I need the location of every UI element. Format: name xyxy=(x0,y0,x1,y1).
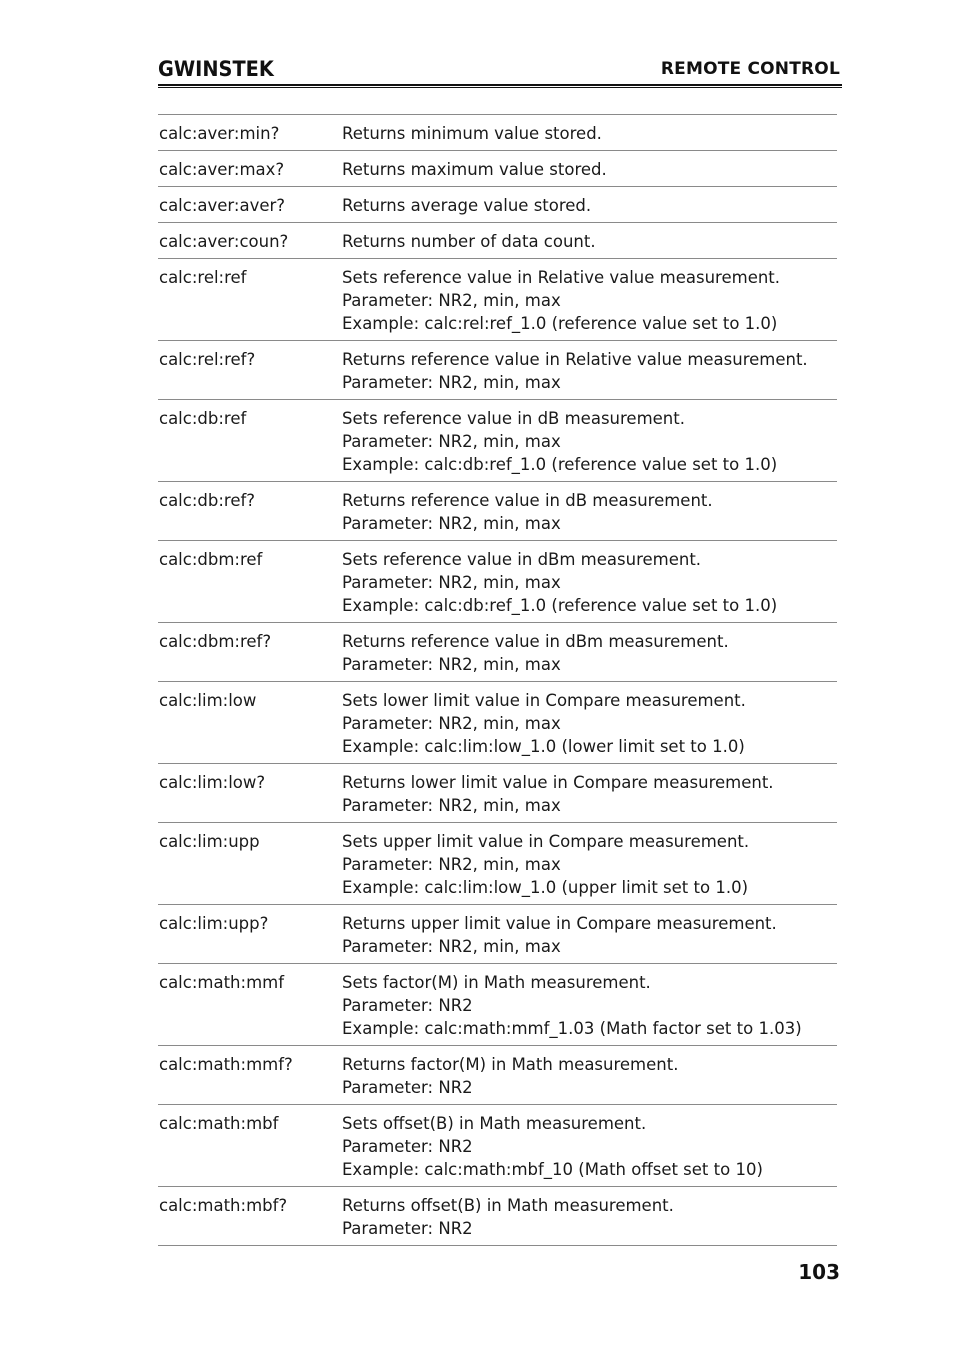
description-cell: Returns factor(M) in Math measurement. Parameter: NR2 xyxy=(342,1055,679,1097)
table-row xyxy=(158,223,837,259)
description-cell: Returns maximum value stored. xyxy=(342,160,607,179)
command-table-body xyxy=(158,115,837,1246)
command-cell: calc:rel:ref xyxy=(159,268,247,287)
table-row xyxy=(158,823,837,905)
command-cell: calc:math:mmf? xyxy=(159,1055,293,1074)
command-cell: calc:lim:upp? xyxy=(159,914,269,933)
table-row xyxy=(158,187,837,223)
description-cell: Returns upper limit value in Compare measurement. Parameter: NR2, min, max xyxy=(342,914,777,956)
table-row xyxy=(158,682,837,764)
table-row xyxy=(158,764,837,823)
description-cell: Sets reference value in Relative value measurement. Parameter: NR2, min, max Example: calc:rel:ref_1.0 (reference value set to 1.0) xyxy=(342,268,781,333)
table-row xyxy=(158,341,837,400)
description-cell: Returns number of data count. xyxy=(342,232,596,251)
command-cell: calc:aver:min? xyxy=(159,124,280,143)
command-cell: calc:math:mbf? xyxy=(159,1196,288,1215)
command-cell: calc:aver:max? xyxy=(159,160,285,179)
table-row xyxy=(158,623,837,682)
command-table xyxy=(158,114,837,1246)
command-cell: calc:dbm:ref? xyxy=(159,632,272,651)
description-cell: Returns reference value in Relative value measurement. Parameter: NR2, min, max xyxy=(342,350,808,392)
description-cell: Returns average value stored. xyxy=(342,196,592,215)
table-row xyxy=(158,259,837,341)
description-cell: Sets reference value in dB measurement. Parameter: NR2, min, max Example: calc:db:ref_1.0 (reference value set to 1.0) xyxy=(342,409,778,474)
table-row xyxy=(158,400,837,482)
description-cell: Returns minimum value stored. xyxy=(342,124,602,143)
page-number: 103 xyxy=(798,1260,840,1284)
command-cell: calc:dbm:ref xyxy=(159,550,263,569)
description-cell: Sets upper limit value in Compare measurement. Parameter: NR2, min, max Example: calc:lim:low_1.0 (upper limit set to 1.0) xyxy=(342,832,750,897)
command-cell: calc:lim:low? xyxy=(159,773,266,792)
table-row xyxy=(158,1187,837,1246)
description-cell: Sets lower limit value in Compare measurement. Parameter: NR2, min, max Example: calc:lim:low_1.0 (lower limit set to 1.0) xyxy=(342,691,746,756)
command-cell: calc:math:mmf xyxy=(159,973,285,992)
table-row xyxy=(158,151,837,187)
table-row xyxy=(158,115,837,151)
command-cell: calc:db:ref xyxy=(159,409,247,428)
description-cell: Returns reference value in dBm measurement. Parameter: NR2, min, max xyxy=(342,632,729,674)
description-cell: Returns offset(B) in Math measurement. Parameter: NR2 xyxy=(342,1196,674,1238)
command-cell: calc:db:ref? xyxy=(159,491,256,510)
command-cell: calc:math:mbf xyxy=(159,1114,279,1133)
description-cell: Sets reference value in dBm measurement. Parameter: NR2, min, max Example: calc:db:ref_1.0 (reference value set to 1.0) xyxy=(342,550,778,615)
description-cell: Sets offset(B) in Math measurement. Parameter: NR2 Example: calc:math:mbf_10 (Math offset set to 10) xyxy=(342,1114,763,1179)
command-cell: calc:lim:low xyxy=(159,691,257,710)
command-cell: calc:aver:coun? xyxy=(159,232,289,251)
command-cell: calc:aver:aver? xyxy=(159,196,286,215)
command-cell: calc:lim:upp xyxy=(159,832,260,851)
table-row xyxy=(158,1046,837,1105)
page-header xyxy=(158,56,842,86)
section-title: REMOTE CONTROL xyxy=(660,59,840,79)
table-row xyxy=(158,964,837,1046)
header-divider xyxy=(158,84,842,88)
table-row xyxy=(158,905,837,964)
command-cell: calc:rel:ref? xyxy=(159,350,256,369)
description-cell: Returns lower limit value in Compare measurement. Parameter: NR2, min, max xyxy=(342,773,774,815)
table-row xyxy=(158,1105,837,1187)
table-row xyxy=(158,482,837,541)
description-cell: Returns reference value in dB measurement. Parameter: NR2, min, max xyxy=(342,491,713,533)
table-row xyxy=(158,541,837,623)
description-cell: Sets factor(M) in Math measurement. Parameter: NR2 Example: calc:math:mmf_1.03 (Math factor set to 1.03) xyxy=(342,973,802,1038)
gwinstek-logo: GWINSTEK xyxy=(158,57,274,81)
